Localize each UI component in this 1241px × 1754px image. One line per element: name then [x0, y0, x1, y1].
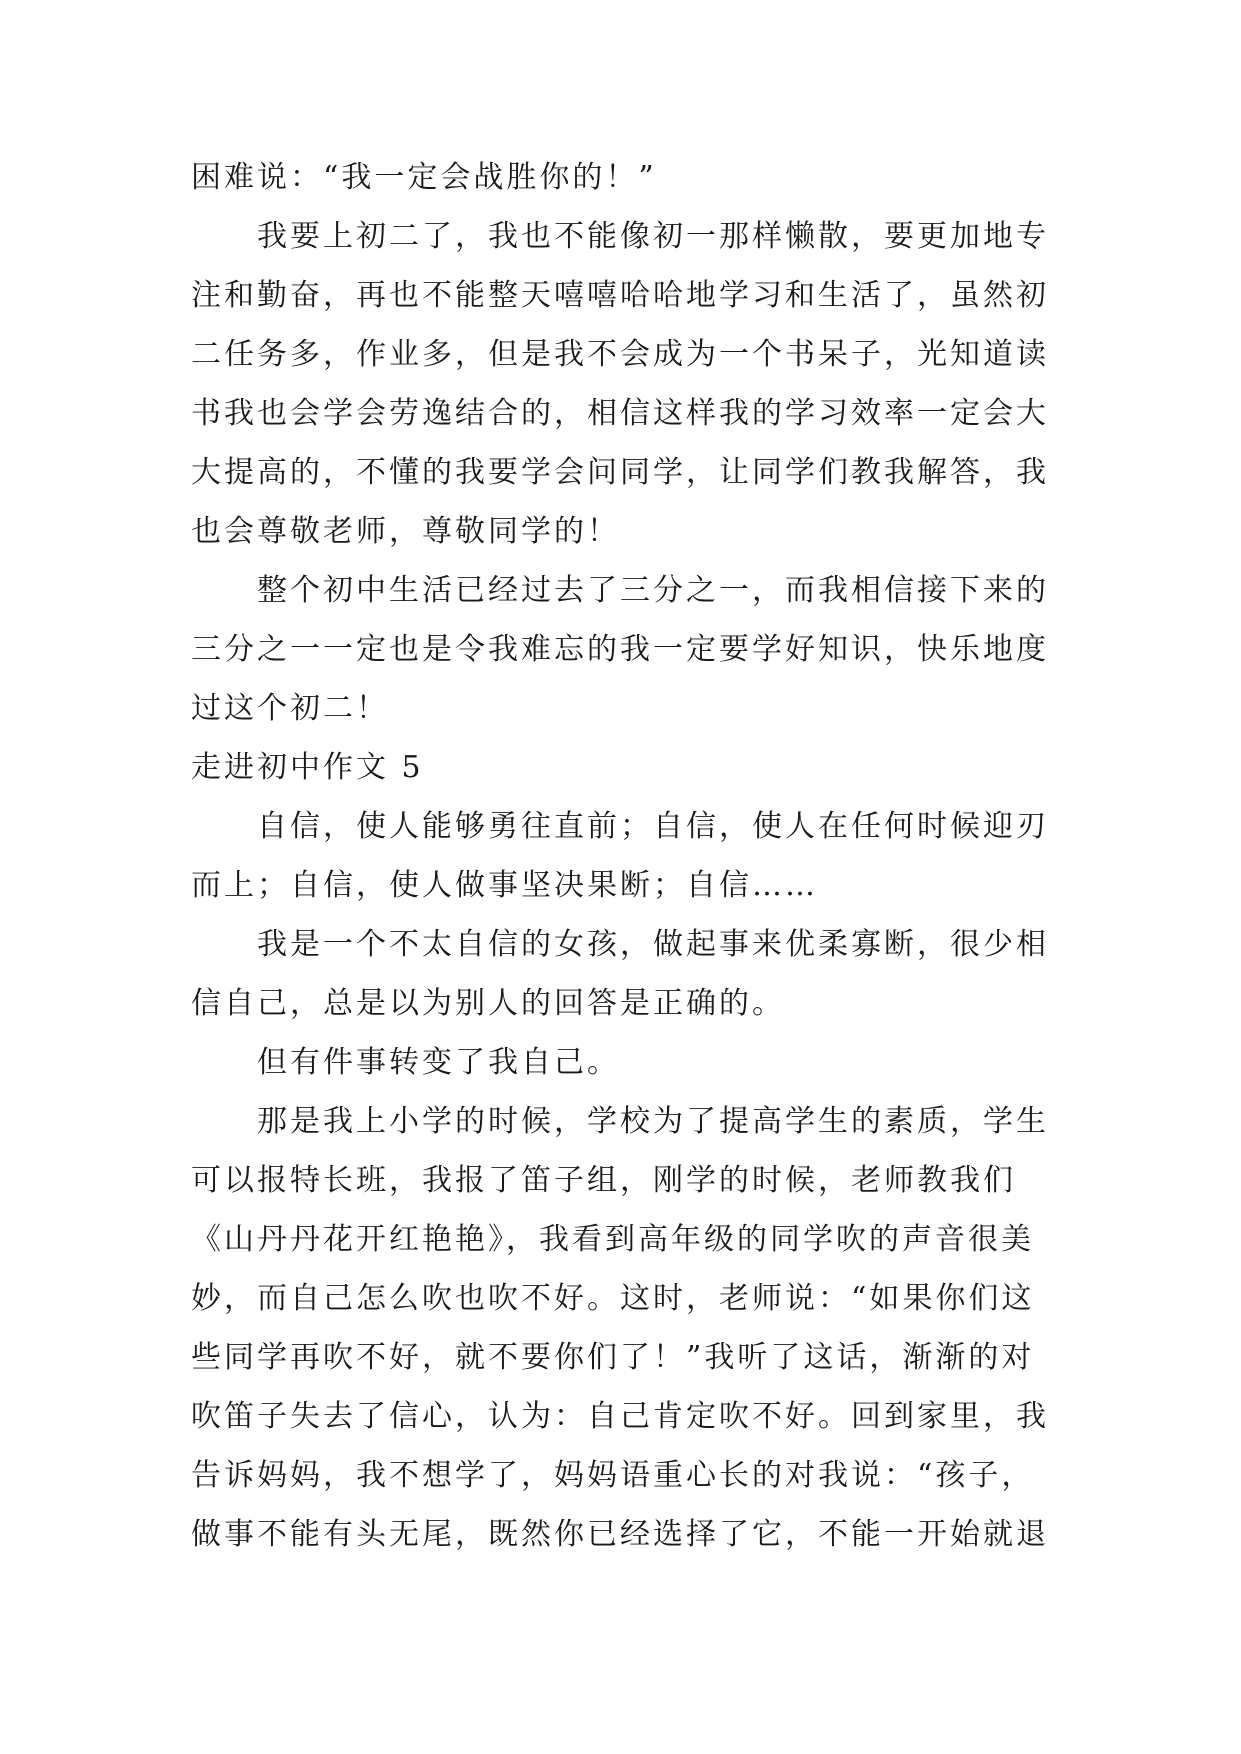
text-line: 走进初中作文 5 — [191, 750, 424, 785]
text-line: 大提高的，不懂的我要学会问同学，让同学们教我解答，我 — [191, 455, 1049, 490]
text-line: 告诉妈妈，我不想学了，妈妈语重心长的对我说：“孩子， — [191, 1458, 1035, 1493]
text-line: 二任务多，作业多，但是我不会成为一个书呆子，光知道读 — [191, 337, 1049, 372]
text-line: 些同学再吹不好，就不要你们了！”我听了这话，渐渐的对 — [191, 1340, 1035, 1375]
text-line: 自信，使人能够勇往直前；自信，使人在任何时候迎刃 — [257, 809, 1049, 844]
text-line: 也会尊敬老师，尊敬同学的！ — [191, 514, 620, 549]
text-line: 困难说：“我一定会战胜你的！” — [191, 160, 657, 195]
text-line: 吹笛子失去了信心，认为：自己肯定吹不好。回到家里，我 — [191, 1399, 1049, 1434]
text-line: 整个初中生活已经过去了三分之一，而我相信接下来的 — [257, 573, 1049, 608]
text-line: 信自己，总是以为别人的回答是正确的。 — [191, 986, 785, 1021]
text-line: 注和勤奋，再也不能整天嘻嘻哈哈地学习和生活了，虽然初 — [191, 278, 1049, 313]
text-line: 过这个初二！ — [191, 691, 389, 726]
text-line: 三分之一一定也是令我难忘的我一定要学好知识，快乐地度 — [191, 632, 1049, 667]
text-line: 我是一个不太自信的女孩，做起事来优柔寡断，很少相 — [257, 927, 1049, 962]
text-line: 那是我上小学的时候，学校为了提高学生的素质，学生 — [257, 1104, 1049, 1139]
text-line: 而上；自信，使人做事坚决果断；自信…… — [191, 868, 818, 903]
text-line: 但有件事转变了我自己。 — [257, 1045, 620, 1080]
text-line: 《山丹丹花开红艳艳》，我看到高年级的同学吹的声音很美 — [191, 1222, 1034, 1257]
text-line: 可以报特长班，我报了笛子组，刚学的时候，老师教我们 — [191, 1163, 1016, 1198]
text-line: 妙，而自己怎么吹也吹不好。这时，老师说：“如果你们这 — [191, 1281, 1035, 1316]
text-line: 我要上初二了，我也不能像初一那样懒散，要更加地专 — [257, 219, 1049, 254]
text-line: 做事不能有头无尾，既然你已经选择了它，不能一开始就退 — [191, 1517, 1049, 1552]
document-body — [191, 148, 1051, 1564]
text-line: 书我也会学会劳逸结合的，相信这样我的学习效率一定会大 — [191, 396, 1049, 431]
